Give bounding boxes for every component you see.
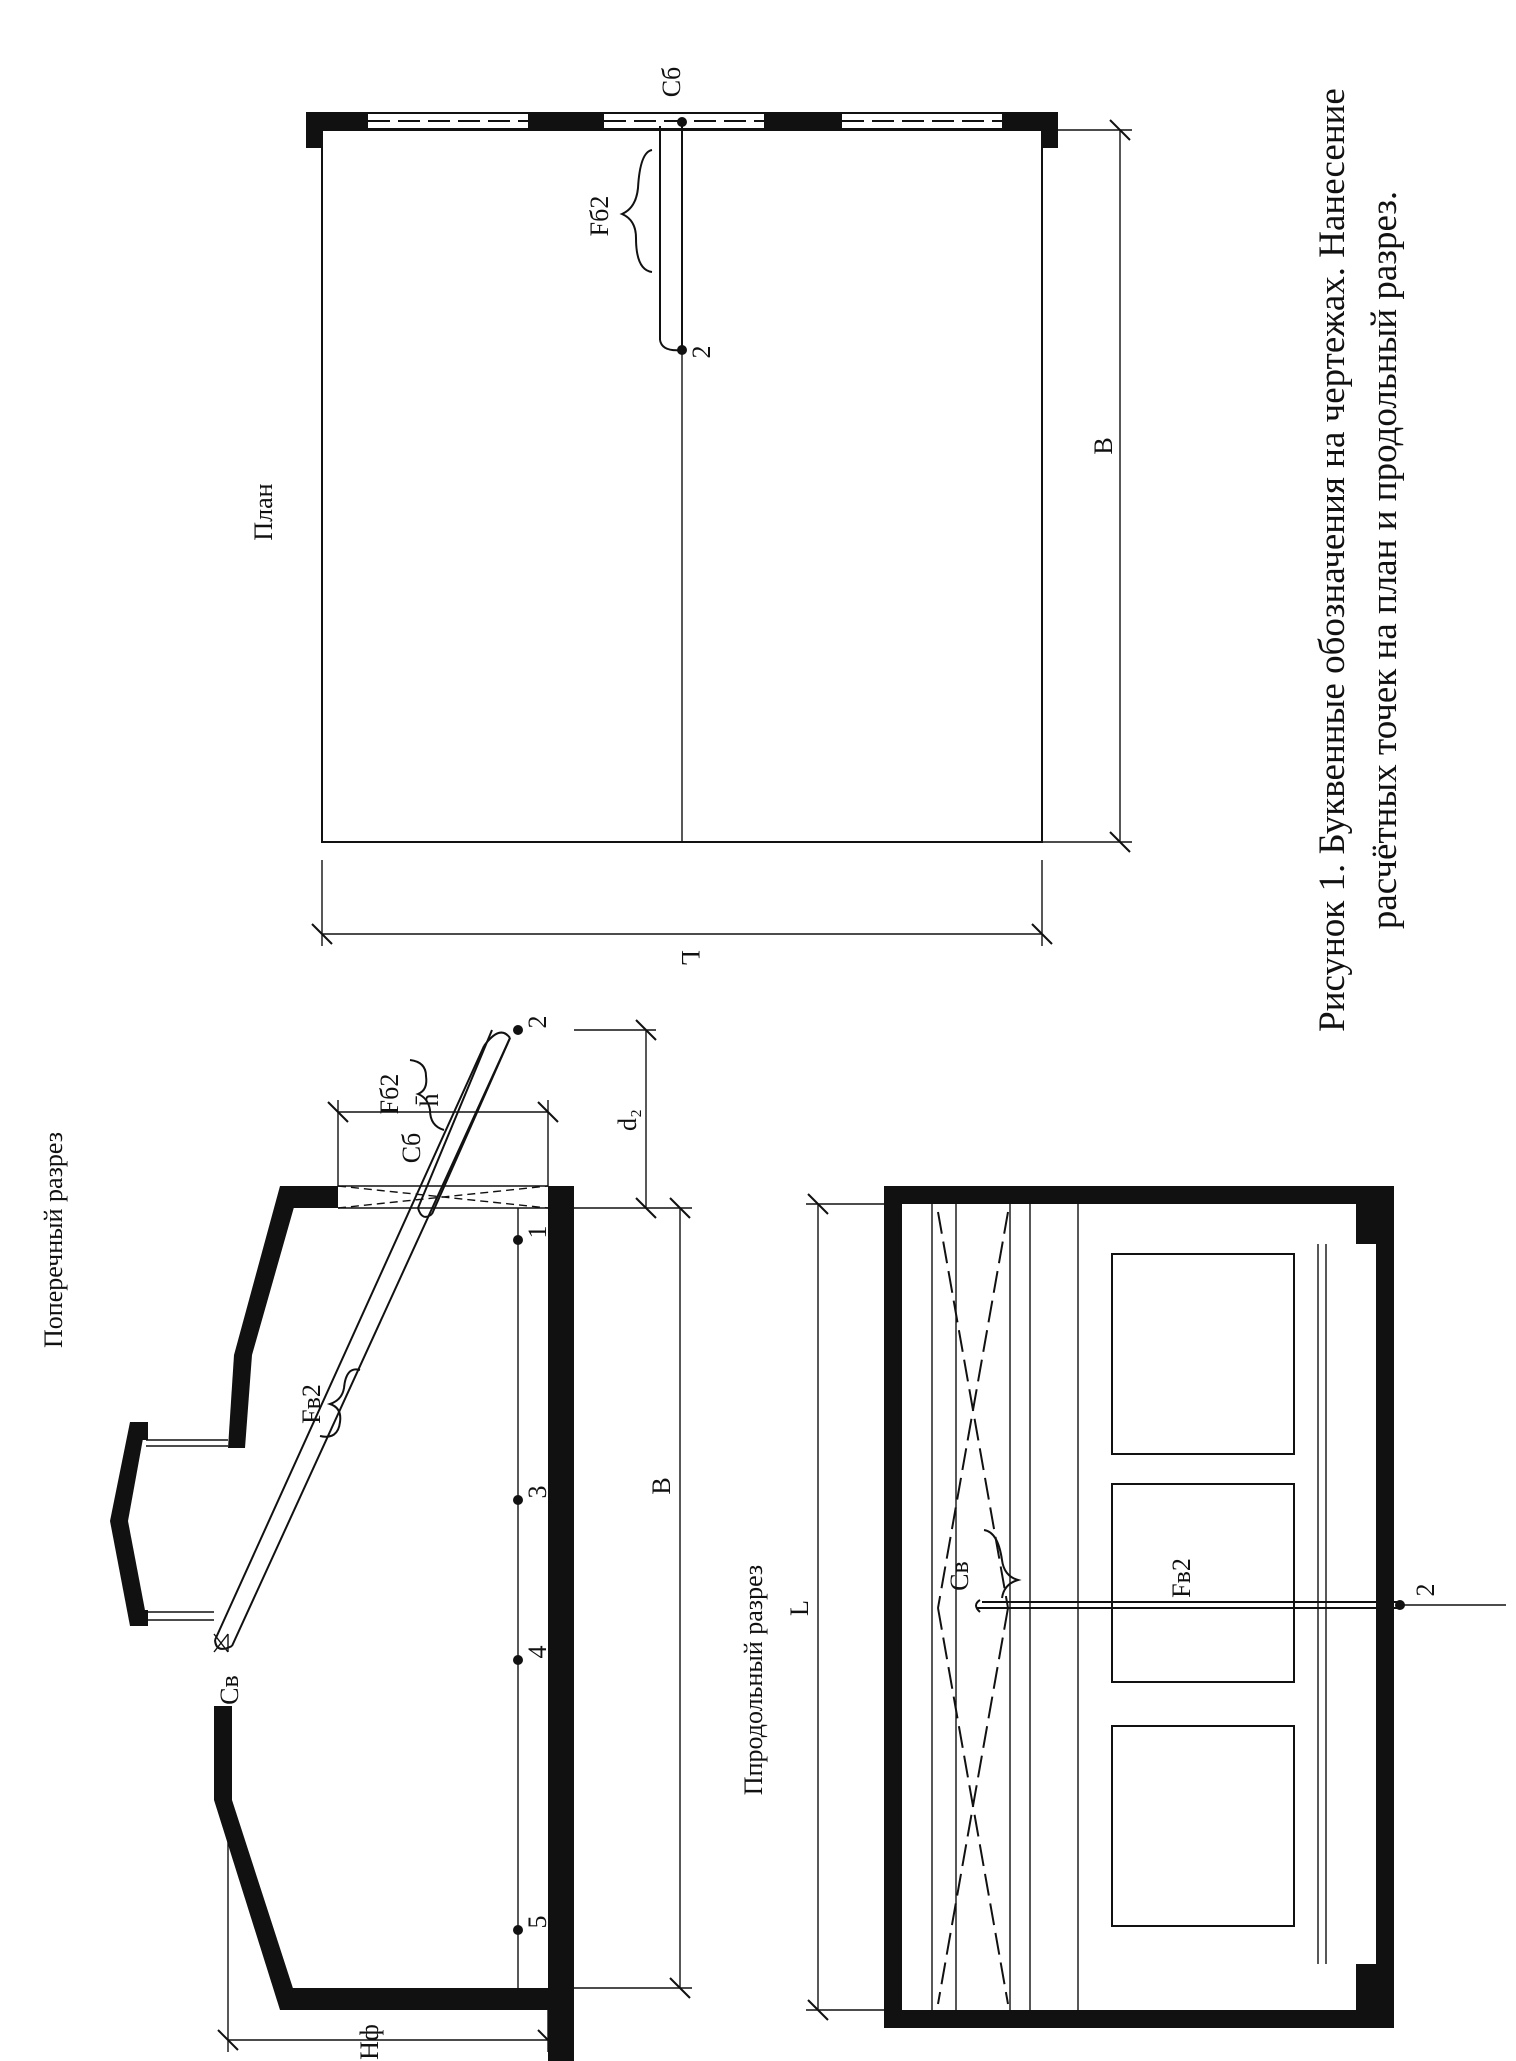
calc-point-3 — [513, 1495, 523, 1505]
calc-point-4 — [513, 1655, 523, 1665]
plan-point-2 — [677, 345, 687, 355]
label-cb-plan: Cб — [657, 66, 686, 98]
long-ray-cap — [976, 1600, 980, 1612]
plan-wall-end-right — [1042, 112, 1058, 148]
label-fb2-plan: Fб2 — [585, 195, 614, 237]
label-fv2-cross: Fв2 — [297, 1384, 326, 1424]
cross-floor-slab — [548, 1186, 574, 2001]
caption-line-2: расчётных точек на план и продольный разрез. — [1364, 190, 1405, 930]
long-column-bottom — [1356, 1964, 1376, 2010]
long-window-3 — [1112, 1726, 1294, 1926]
cross-roof-slope-bottom — [214, 1800, 300, 2010]
caption — [1312, 88, 1405, 1032]
long-point-2-label: 2 — [1411, 1583, 1440, 1597]
calc-point-label-5: 5 — [523, 1915, 552, 1929]
long-section-title: Ппродольный разрез — [739, 1564, 768, 1796]
cross-upper-wall-top — [228, 1355, 252, 1448]
calc-point-1 — [513, 1235, 523, 1245]
caption-line-1: Рисунок 1. Буквенные обозначения на чертежах. Нанесение — [1312, 88, 1353, 1032]
label-cv-cross: Cв — [215, 1675, 244, 1705]
cross-section-title: Поперечный разрез — [39, 1132, 68, 1348]
cross-lantern-base-bottom — [138, 1610, 148, 1626]
cross-side-wall-bottom — [280, 1988, 574, 2010]
label-fb2-cross: Fб2 — [375, 1073, 404, 1115]
long-column-top — [1356, 1204, 1376, 1244]
label-dim-d2: d₂ — [613, 1108, 642, 1132]
calc-point-2 — [513, 1025, 523, 1035]
calc-point-label-1: 1 — [523, 1225, 552, 1239]
long-point-2 — [1395, 1600, 1405, 1610]
plan-title: План — [249, 483, 278, 541]
calc-point-label-4: 4 — [523, 1645, 552, 1659]
long-brace — [984, 1530, 1018, 1598]
long-window-2 — [1112, 1484, 1294, 1682]
label-fv2-long: Fв2 — [1167, 1558, 1196, 1598]
long-wall-left — [884, 1186, 902, 2028]
ray-fb2-edge-1 — [418, 1030, 492, 1208]
long-wall-bottom — [884, 2010, 1394, 2028]
cross-upper-wall-bottom — [214, 1706, 232, 1800]
cross-lantern-base-top — [138, 1422, 148, 1440]
long-wall-top — [884, 1186, 1394, 1204]
calc-point-5 — [513, 1925, 523, 1935]
plan-brace — [622, 150, 652, 272]
plan-wall-end-left — [306, 112, 322, 148]
long-section — [739, 1186, 1506, 2028]
label-cv-long: Cв — [945, 1561, 974, 1591]
label-cb-cross: Cб — [397, 1132, 426, 1164]
calc-point-label-2: 2 — [523, 1015, 552, 1029]
plan — [249, 67, 1132, 966]
label-dim-h: h̄ — [415, 1093, 444, 1107]
label-dim-b-plan: B — [1089, 437, 1118, 455]
ray-fv2-edge-2 — [232, 1038, 510, 1646]
plan-cb-point — [677, 117, 687, 127]
cross-points — [513, 1016, 552, 1936]
calc-point-label-3: 3 — [523, 1485, 552, 1499]
cross-section — [39, 1016, 692, 2061]
label-dim-hf: Hф — [355, 2024, 384, 2060]
label-dim-b-cross: B — [647, 1477, 676, 1495]
long-window-1 — [1112, 1254, 1294, 1454]
label-dim-l-plan: L — [676, 950, 705, 966]
cross-roof-slope-top — [234, 1186, 300, 1355]
plan-point-2-label: 2 — [687, 345, 716, 359]
label-dim-l-long: L — [785, 1600, 814, 1616]
